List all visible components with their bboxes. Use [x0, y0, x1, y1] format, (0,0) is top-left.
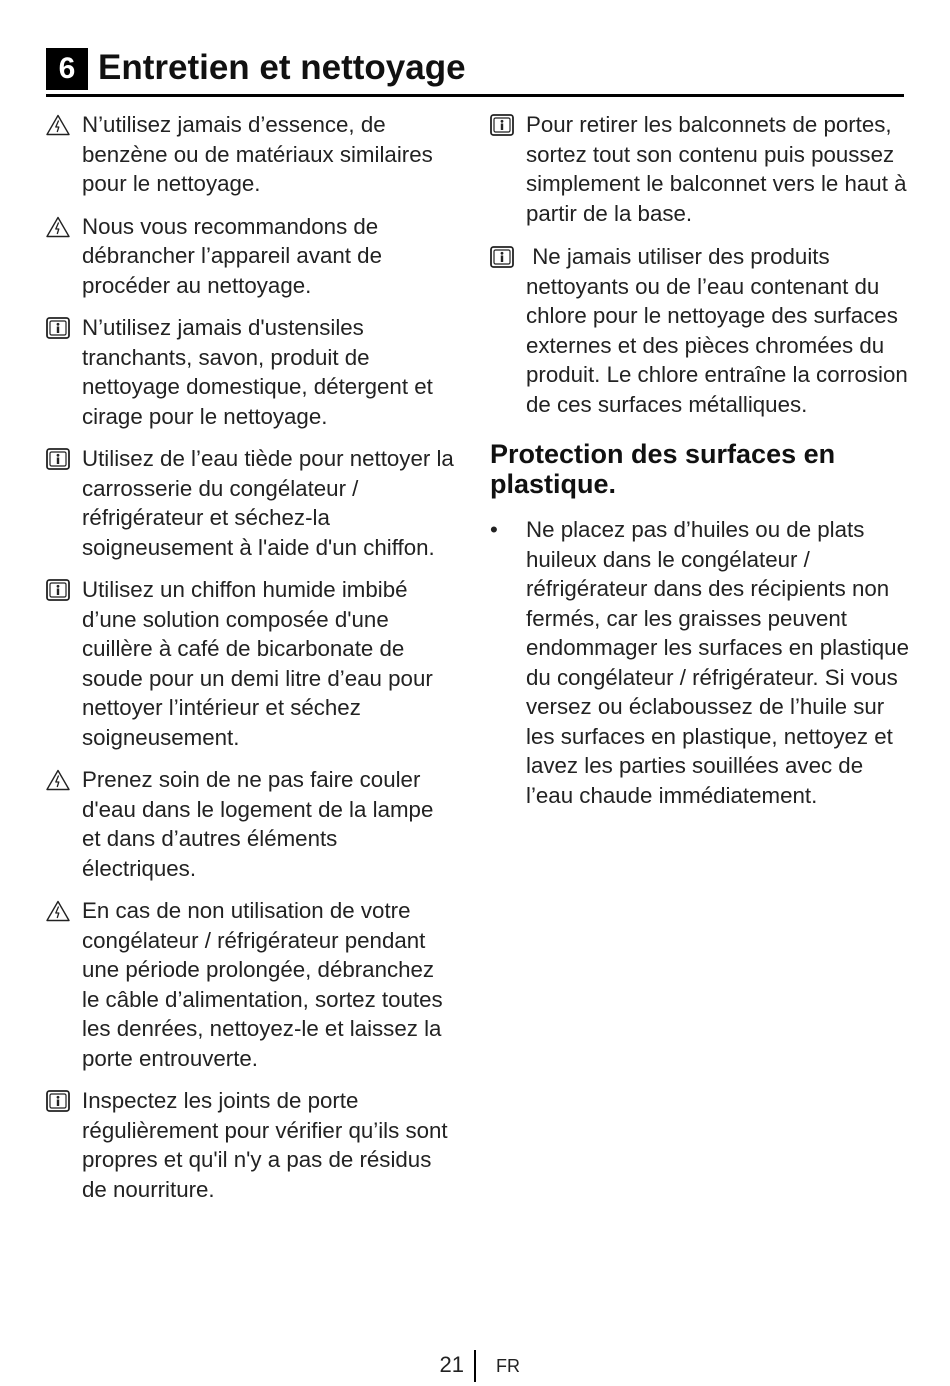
note-item [46, 110, 456, 199]
page-footer [0, 1350, 950, 1386]
section-heading: Protection des surfaces en plastique. [490, 439, 836, 499]
note-text: Utilisez un chiffon humide imbibé d’une solution composée d'une cuillère à café de bicarbonate de soude pour un demi litre d’eau pour nettoyer l’intérieur et séchez soigneusement. [82, 577, 433, 750]
note-text: Pour retirer les balconnets de portes, sortez tout son contenu puis poussez simplement le balconnet vers le haut à partir de la base. [526, 112, 907, 226]
note-text: Inspectez les joints de porte régulièrement pour vérifier qu’ils sont propres et qu'il n'y a pas de résidus de nourriture. [82, 1088, 448, 1202]
list-item [490, 515, 910, 810]
note-item [490, 110, 910, 228]
note-text: N’utilisez jamais d’essence, de benzène ou de matériaux similaires pour le nettoyage. [82, 112, 433, 196]
info-icon [490, 114, 514, 136]
info-icon [46, 448, 70, 470]
warning-icon [46, 216, 70, 238]
info-icon [46, 317, 70, 339]
info-icon [490, 246, 514, 268]
language-code: FR [496, 1356, 520, 1376]
note-text: En cas de non utilisation de votre congélateur / réfrigérateur pendant une période prolongée, débranchez le câble d’alimentation, sortez toutes les denrées, nettoyez-le et laissez la porte entrouverte. [82, 898, 443, 1071]
note-item [46, 212, 456, 301]
list-item-text: Ne placez pas d’huiles ou de plats huileux dans le congélateur / réfrigérateur dans des récipients non fermés, car les graisses peuvent endommager les surfaces en plastique du congélateur / réfrigérateur. Si vous versez ou éclaboussez de l’huile sur les surfaces en plastique, nettoyez et lavez les parties souillées avec de l’eau chaude immédiatement. [526, 517, 909, 808]
note-item [490, 242, 914, 419]
chapter-number: 6 [46, 48, 88, 90]
note-item [46, 313, 456, 431]
note-text: Ne jamais utiliser des produits nettoyants ou de l’eau contenant du chlore pour le nettoyage des surfaces externes et des pièces chromées du produit. Le chlore entraîne la corrosion de ces surfaces métalliques. [526, 244, 914, 417]
footer-divider [474, 1350, 476, 1382]
note-item [46, 575, 456, 752]
page-title: Entretien et nettoyage [98, 48, 466, 87]
bullet-marker: • [490, 517, 498, 542]
warning-icon [46, 114, 70, 136]
info-icon [46, 1090, 70, 1112]
note-item [46, 896, 456, 1073]
note-text: Utilisez de l’eau tiède pour nettoyer la carrosserie du congélateur / réfrigérateur et séchez-la soigneusement à l'aide d'un chiffon. [82, 446, 454, 560]
left-column [46, 110, 456, 1217]
chapter-header [46, 46, 904, 97]
page-number: 21 [439, 1352, 464, 1377]
note-item [46, 1086, 456, 1204]
info-icon [46, 579, 70, 601]
note-text: N’utilisez jamais d'ustensiles tranchants, savon, produit de nettoyage domestique, détergent et cirage pour le nettoyage. [82, 315, 433, 429]
warning-icon [46, 769, 70, 791]
note-item [46, 444, 456, 562]
note-text: Nous vous recommandons de débrancher l’appareil avant de procéder au nettoyage. [82, 213, 382, 298]
note-item [46, 765, 456, 883]
note-text: Prenez soin de ne pas faire couler d'eau dans le logement de la lampe et dans d’autres éléments électriques. [82, 767, 434, 881]
right-column [490, 110, 914, 810]
warning-icon [46, 900, 70, 922]
